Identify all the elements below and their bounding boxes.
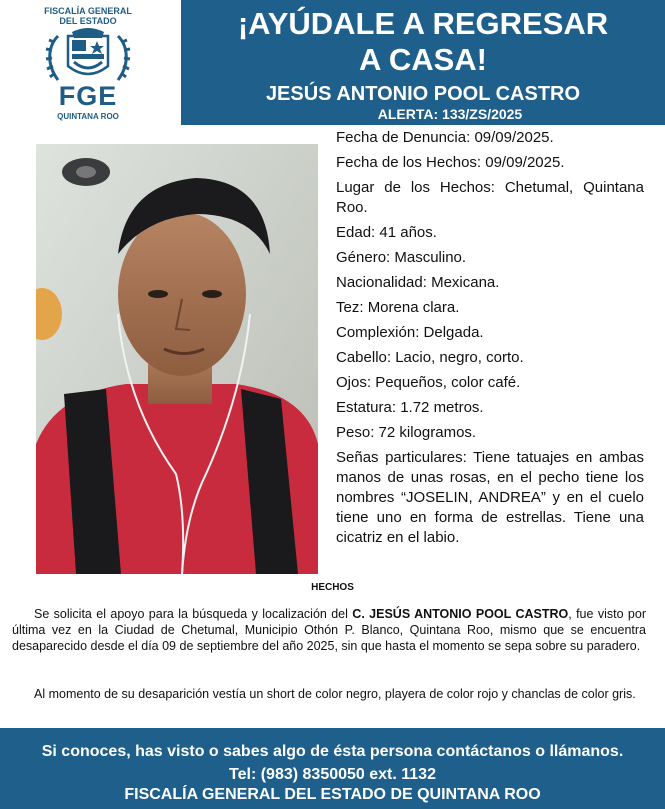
footer-call-to-action: Si conoces, has visto o sabes algo de ésta persona contáctanos o llámanos. (41, 743, 624, 760)
detail-cabello: Cabello: Lacio, negro, corto. (336, 349, 524, 366)
hechos-paragraph-2: Al momento de su desaparición vestía un short de color negro, playera de color rojo y chanclas de color gris. (34, 687, 636, 701)
logo-bottom-text: QUINTANA ROO (57, 112, 119, 121)
state-emblem-icon (44, 28, 132, 86)
detail-edad: Edad: 41 años. (336, 224, 437, 241)
logo-acronym: FGE (58, 81, 118, 111)
detail-senas-particulares: Señas particulares: Tiene tatuajes en ambas manos de unas rosas, en el pecho tiene los nombres “JOSELIN, ANDREA” y en el cuelo tiene uno en forma de estrellas. Tiene una cicatriz en el labio. (336, 449, 644, 546)
logo-top-text (0, 6, 176, 26)
footer-agency: FISCALÍA GENERAL DEL ESTADO DE QUINTANA ROO (124, 786, 541, 803)
detail-fecha-hechos: Fecha de los Hechos: 09/09/2025. (336, 154, 565, 171)
person-name-inline: C. JESÚS ANTONIO POOL CASTRO (352, 607, 569, 621)
person-name: JESÚS ANTONIO POOL CASTRO (265, 83, 581, 105)
hechos-paragraph-1: Se solicita el apoyo para la búsqueda y localización del C. JESÚS ANTONIO POOL CASTRO, fue visto por última vez en la Ciudad de Chetumal, Municipio Othón P. Blanco, Quintana Roo, mismo que se encuentra desaparecido desde el día 09 de septiembre del año 2025, sin que hasta el momento se sepa sobre su paradero. (12, 607, 646, 653)
hechos-heading: HECHOS (311, 582, 354, 593)
alert-number: ALERTA: 133/ZS/2025 (300, 106, 600, 122)
detail-tez: Tez: Morena clara. (336, 299, 460, 316)
detail-lugar-hechos: Lugar de los Hechos: Chetumal, Quintana Roo. (336, 179, 644, 216)
detail-estatura: Estatura: 1.72 metros. (336, 399, 484, 416)
detail-fecha-denuncia: Fecha de Denuncia: 09/09/2025. (336, 129, 554, 146)
detail-genero: Género: Masculino. (336, 249, 467, 266)
title-line2: A CASA! (358, 42, 487, 77)
footer-phone: Tel: (983) 8350050 ext. 1132 (229, 766, 436, 783)
contact-footer (0, 728, 665, 809)
person-details (336, 128, 644, 553)
person-portrait-image (36, 144, 318, 574)
logo-top-line1: FISCALÍA GENERAL (44, 6, 132, 16)
detail-peso: Peso: 72 kilogramos. (336, 424, 477, 441)
title-line1: ¡AYÚDALE A REGRESAR (237, 6, 609, 41)
logo-top-line2: DEL ESTADO (59, 16, 117, 26)
detail-ojos: Ojos: Pequeños, color café. (336, 374, 521, 391)
missing-person-photo (36, 144, 318, 574)
page-title (181, 6, 665, 78)
fge-logo (0, 0, 176, 125)
detail-nacionalidad: Nacionalidad: Mexicana. (336, 274, 500, 291)
detail-complexion: Complexión: Delgada. (336, 324, 484, 341)
